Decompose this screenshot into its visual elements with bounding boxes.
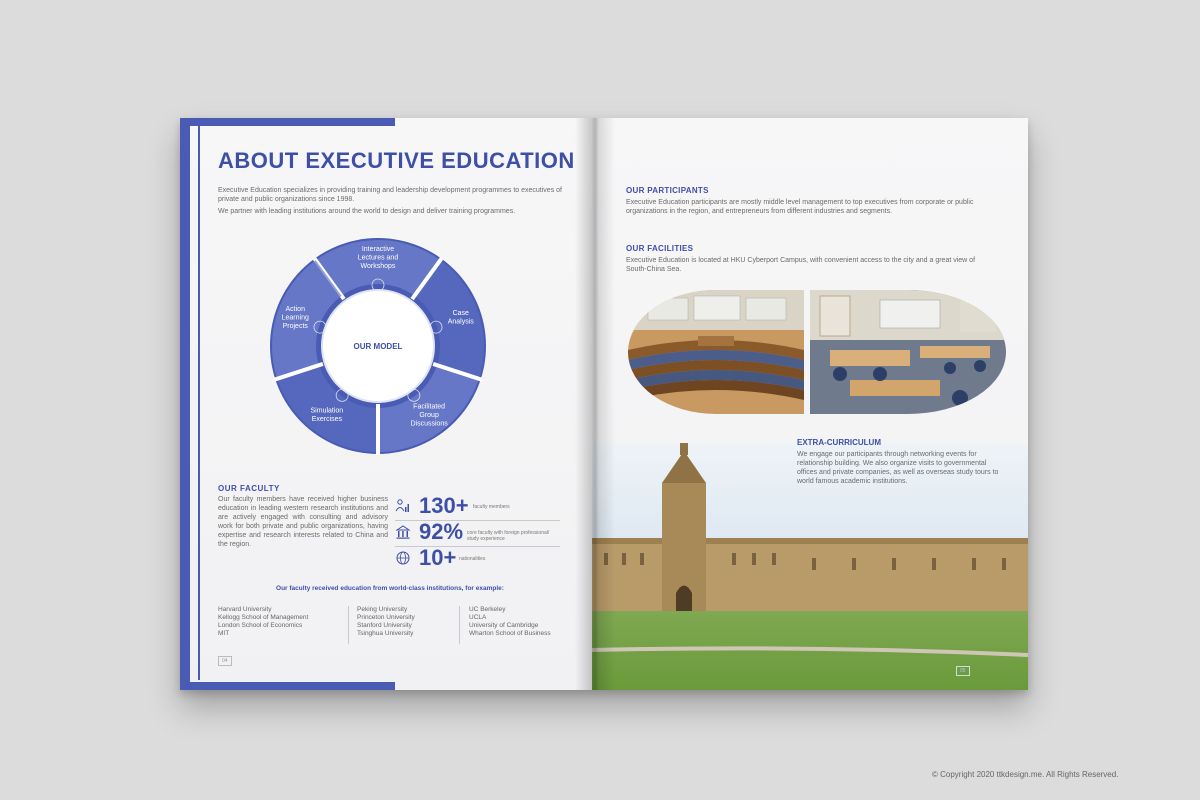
- model-wheel-diagram: [268, 228, 488, 458]
- wheel-segment-label: Simulation Exercises: [310, 407, 344, 423]
- participants-heading: OUR PARTICIPANTS: [626, 186, 709, 195]
- wheel-segment-label: Action Learning Projects: [281, 306, 309, 331]
- column-divider: [348, 606, 349, 644]
- right-page: [592, 118, 1028, 690]
- institution-name: Stanford University: [357, 622, 412, 629]
- page-title: ABOUT EXECUTIVE EDUCATION: [218, 148, 575, 173]
- institution-name: UCLA: [469, 614, 487, 621]
- intro-paragraph-2: We partner with leading institutions around the world to design and deliver training programmes.: [218, 208, 516, 215]
- stat-label: nationalities: [459, 556, 486, 562]
- stat-value: 10+: [419, 545, 457, 570]
- column-divider: [459, 606, 460, 644]
- stat-label: core faculty with foreign professional/ study experience: [467, 530, 550, 542]
- classroom-image: [810, 290, 1006, 414]
- wheel-segment-label: Facilitated Group Discussions: [410, 403, 448, 428]
- intro-text: [218, 186, 568, 219]
- institution-name: Kellogg School of Management: [218, 614, 309, 621]
- lecture-hall-photo: [628, 290, 804, 414]
- stat-label: faculty members: [473, 504, 510, 510]
- copyright-notice: © Copyright 2020 ttkdesign.me. All Rights Reserved.: [932, 770, 1119, 779]
- building-icon: [395, 524, 411, 540]
- institution-name: MIT: [218, 630, 230, 637]
- faculty-heading: OUR FACULTY: [218, 484, 280, 493]
- wheel-segment-label: Case Analysis: [447, 310, 474, 326]
- institution-name: Tsinghua University: [357, 630, 414, 637]
- institution-name: London School of Economics: [218, 622, 303, 629]
- page-number-left: 04: [218, 656, 232, 666]
- institutions-heading: Our faculty received education from world-class institutions, for example:: [276, 585, 504, 592]
- faculty-description: Our faculty members have received higher business education in leading western research institutions and are actively engaged with consulting and advisory work for both private and public organizations, having expertise and research interests related to China and the region.: [218, 496, 388, 548]
- institution-name: Peking University: [357, 606, 408, 613]
- intro-paragraph-1: Executive Education specializes in providing training and leadership development programmes to executives of private and public organizations since 1998.: [218, 187, 562, 203]
- page-number-right: 05: [956, 666, 970, 676]
- top-accent-bar: [180, 118, 395, 126]
- facilities-heading: OUR FACILITIES: [626, 244, 694, 253]
- extra-curriculum-text: We engage our participants through networking events for relationship building. We also organize visits to governmental offices and private companies, as well as overseas study tours to world famous academic institutions.: [797, 451, 999, 485]
- lecture-hall-image: [628, 290, 804, 414]
- institution-name: University of Cambridge: [469, 622, 539, 629]
- person-chart-icon: [395, 498, 411, 514]
- left-page: [180, 118, 592, 690]
- institution-name: Wharton School of Business: [469, 630, 551, 637]
- bottom-accent-bar: [180, 682, 395, 690]
- institution-name: Princeton University: [357, 614, 415, 621]
- our-model-wheel: [268, 228, 488, 458]
- participants-text: Executive Education participants are mostly middle level management to top executives from corporate or public organizations in the region, and entrepreneurs from different industries and segments.: [626, 199, 974, 215]
- institutions-column-3: [469, 606, 551, 638]
- stat-value: 130+: [419, 493, 469, 518]
- wheel-segment-label: Interactive Lectures and Workshops: [357, 246, 399, 270]
- institution-name: Harvard University: [218, 606, 272, 613]
- stat-value: 92%: [419, 519, 464, 544]
- facilities-text: Executive Education is located at HKU Cyberport Campus, with convenient access to the city and a great view of South-China Sea.: [626, 257, 976, 273]
- globe-icon: [395, 550, 411, 566]
- extra-curriculum-heading: EXTRA-CURRICULUM: [797, 438, 881, 447]
- institution-name: UC Berkeley: [469, 606, 506, 613]
- classroom-photo: [810, 290, 1006, 414]
- institutions-column-1: [218, 606, 308, 638]
- open-brochure: [180, 118, 1028, 690]
- left-accent-bar: [180, 118, 190, 690]
- institutions-column-2: [357, 606, 415, 638]
- wheel-center-label: OUR MODEL: [353, 342, 403, 351]
